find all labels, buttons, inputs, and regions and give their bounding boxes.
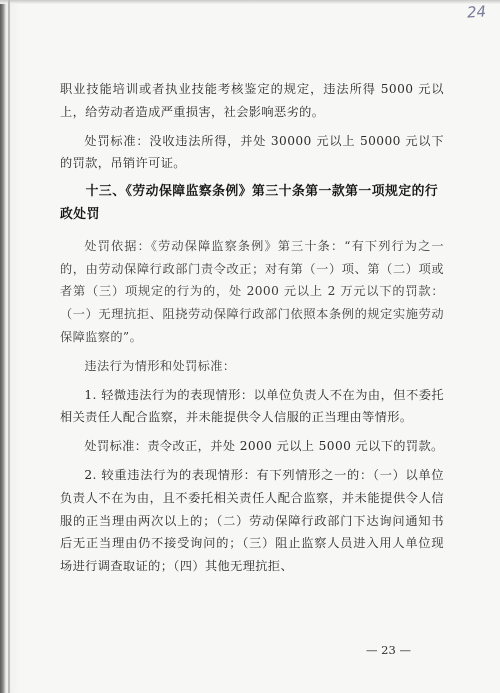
- section-heading: 十三、《劳动保障监察条例》第三十条第一款第一项规定的行政处罚: [60, 184, 439, 222]
- paragraph-penalty-standard: 处罚标准：没收违法所得，并处 30000 元以上 50000 元以下的罚款，吊销许可证。: [60, 133, 444, 171]
- paragraph-serious-violation: 2. 较重违法行为的表现情形：有下列情形之一的：（一）以单位负责人不在为由，且不委托相关责任人配合监察，并未能提供令人信服的正当理由两次以上的；（二）劳动保障行政部门下达询问通知书后无正当理由仍不接受询问的；（三）阻止监察人员进入用人单位现场进行调查取证的；（四）其他无理抗拒、: [60, 467, 444, 574]
- paragraph-violation-intro: 违法行为情形和处罚标准：: [84, 358, 236, 373]
- handwritten-page-number: 24: [466, 2, 487, 22]
- paragraph-minor-penalty: 处罚标准：责令改正，并处 2000 元以上 5000 元以下的罚款。: [84, 439, 444, 454]
- paragraph-minor-violation: 1. 轻微违法行为的表现情形：以单位负责人不在为由，但不委托相关责任人配合监察，并未能提供令人信服的正当理由等情形。: [60, 387, 444, 425]
- binding-edge: [8, 0, 10, 693]
- scan-shadow: [0, 0, 500, 4]
- page-number-footer: — 23 —: [366, 643, 411, 657]
- paragraph-legal-basis: 处罚依据：《劳动保障监察条例》第三十条：“有下列行为之一的，由劳动保障行政部门责令改正；对有第（一）项、第（二）项或者第（三）项规定的行为的，处 2000 元以上 2 万元以下的罚款：（一）无理抗拒、阻挠劳动保障行政部门依照本条例的规定实施劳动保障监察的”。: [60, 238, 444, 344]
- document-body: [60, 78, 444, 584]
- paragraph-continuation: 职业技能培训或者执业技能考核鉴定的规定，违法所得 5000 元以上，给劳动者造成严重损害，社会影响恶劣的。: [60, 82, 444, 119]
